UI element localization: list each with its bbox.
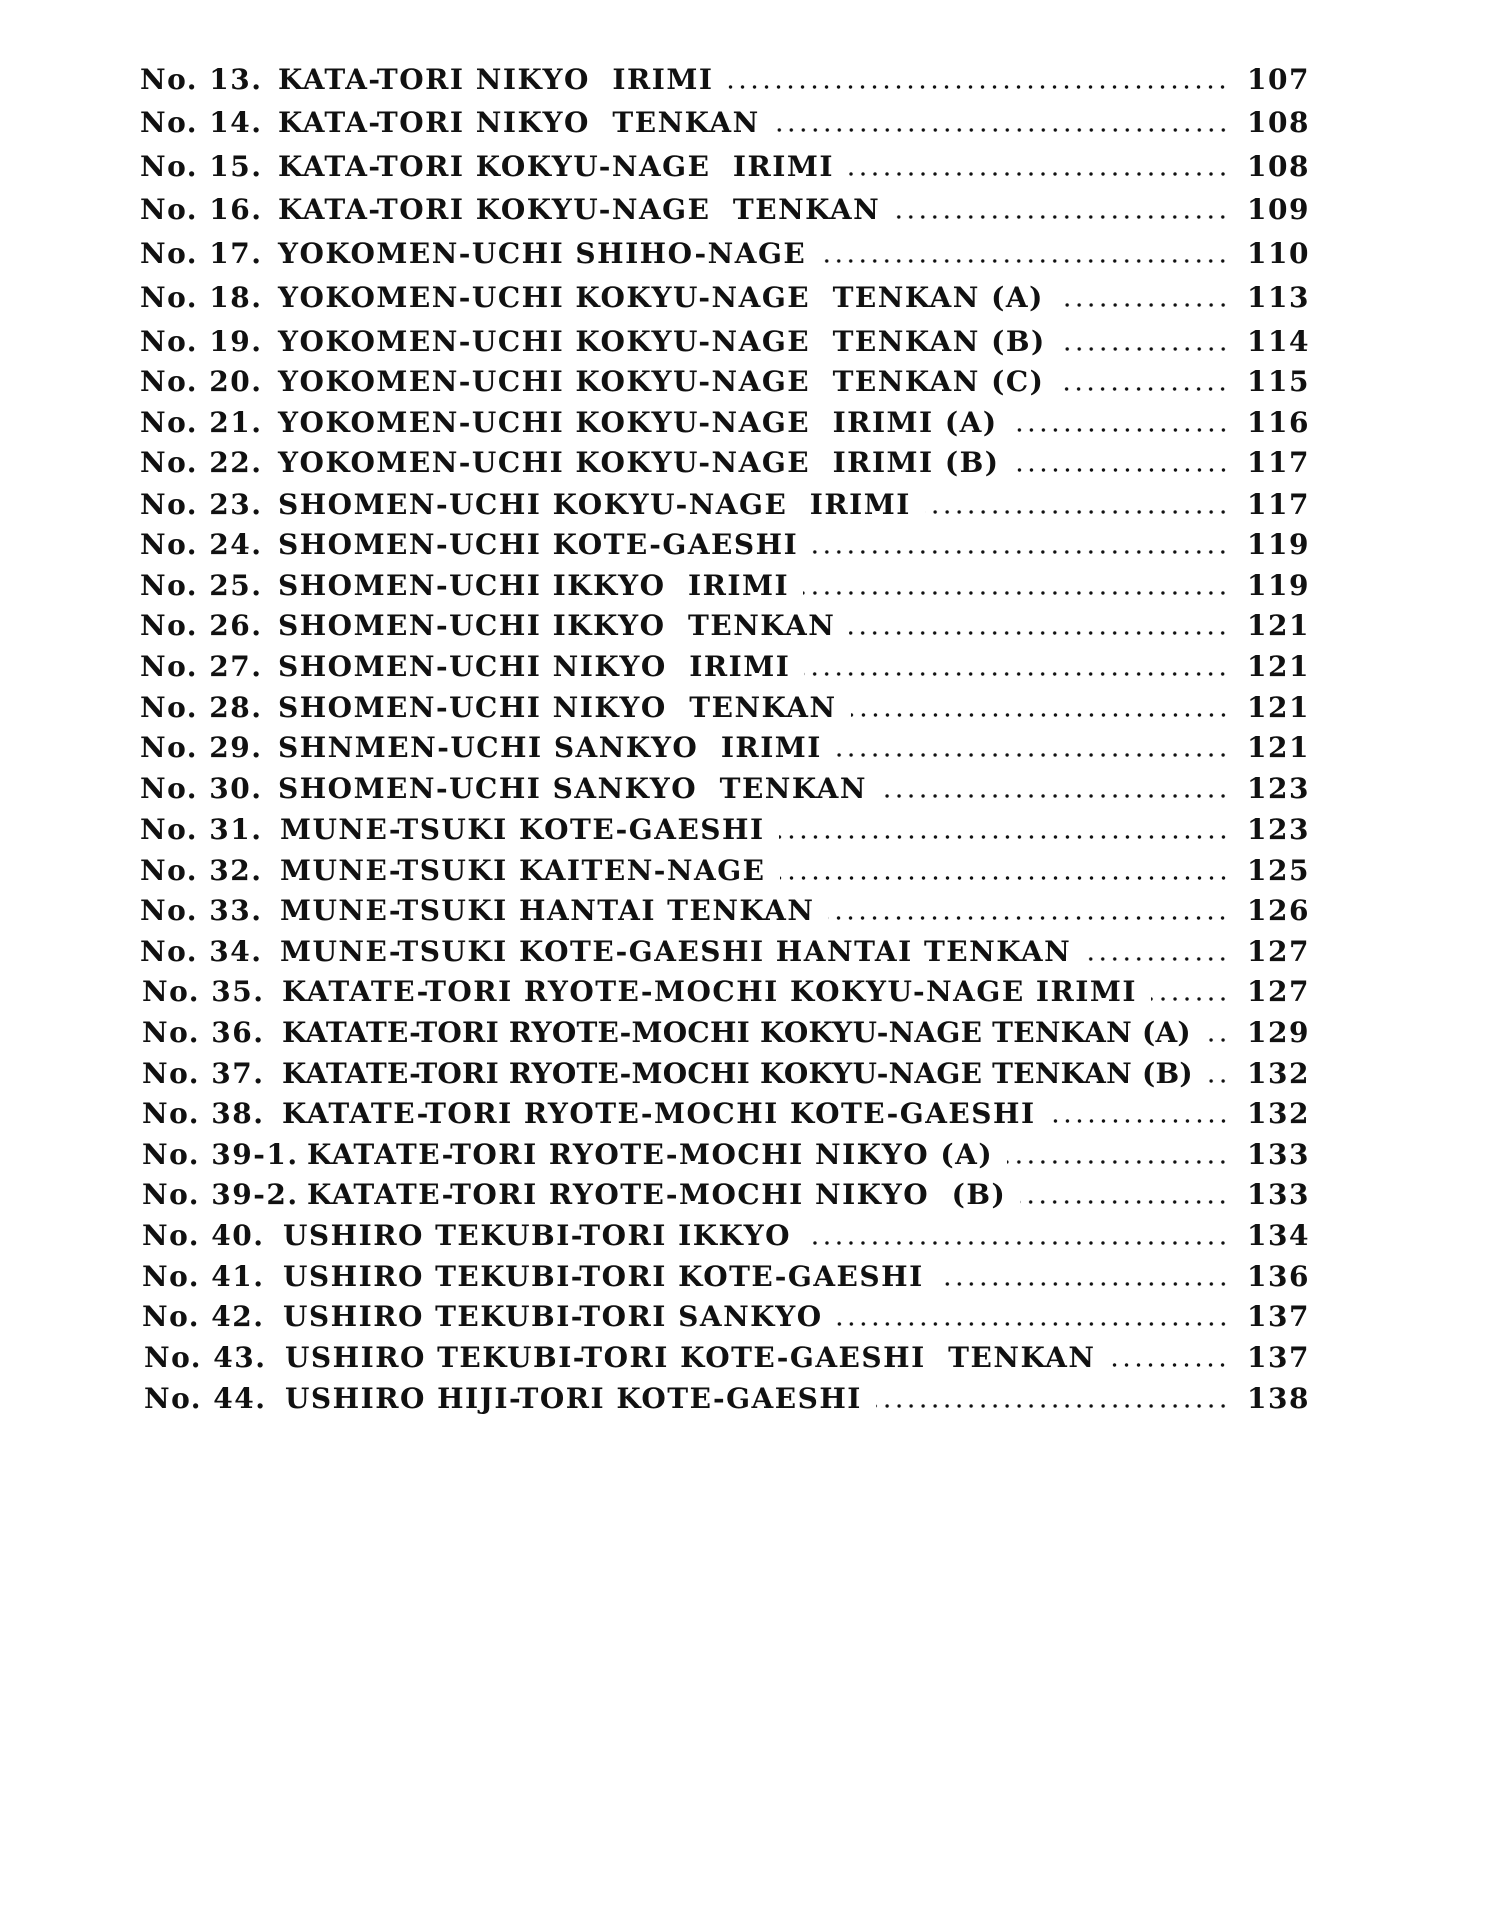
entry-title: KATA-TORI KOKYU-NAGE TENKAN (278, 193, 881, 226)
entry-number: No. 35. (142, 975, 265, 1008)
entry-number: No. 16. (140, 193, 263, 226)
entry-page-number: 123 (1247, 772, 1310, 805)
dot-leader (1014, 468, 1229, 472)
entry-page-number: 123 (1247, 813, 1310, 846)
toc-entry[interactable] (140, 891, 1310, 931)
toc-entry[interactable] (140, 443, 1310, 483)
entry-page-number: 129 (1247, 1016, 1310, 1049)
entry-number: No. 41. (142, 1260, 265, 1293)
dot-leader (1151, 997, 1229, 1001)
entry-number: No. 38. (142, 1097, 265, 1130)
entry-title: KATATE-TORI RYOTE-MOCHI NIKYO (A) (307, 1138, 994, 1171)
entry-page-number: 127 (1247, 935, 1310, 968)
entry-number: No. 28. (140, 691, 263, 724)
toc-entry[interactable] (140, 190, 1310, 230)
toc-entry[interactable] (140, 932, 1310, 972)
entry-page-number: 126 (1247, 894, 1310, 927)
entry-page-number: 119 (1247, 569, 1310, 602)
entry-title: KATA-TORI KOKYU-NAGE IRIMI (278, 150, 834, 183)
dot-leader (848, 172, 1229, 176)
entry-title: USHIRO HIJI-TORI KOTE-GAESHI (285, 1382, 862, 1415)
dot-leader (837, 1322, 1229, 1326)
entry-page-number: 134 (1247, 1219, 1310, 1252)
toc-entry[interactable] (142, 1013, 1310, 1053)
entry-title: YOKOMEN-UCHI KOKYU-NAGE TENKAN (C) (278, 365, 1045, 398)
entry-title: USHIRO TEKUBI-TORI KOTE-GAESHI TENKAN (285, 1341, 1096, 1374)
entry-page-number: 119 (1247, 528, 1310, 561)
entry-title: YOKOMEN-UCHI KOKYU-NAGE TENKAN (A) (278, 281, 1044, 314)
entry-number: No. 13. (140, 63, 263, 96)
dot-leader (828, 916, 1229, 920)
entry-title: MUNE-TSUKI KOTE-GAESHI (280, 813, 765, 846)
entry-number: No. 39-2. (142, 1178, 299, 1211)
entry-title: SHOMEN-UCHI KOKYU-NAGE IRIMI (278, 488, 911, 521)
entry-page-number: 137 (1247, 1341, 1310, 1374)
entry-number: No. 39-1. (142, 1138, 299, 1171)
entry-number: No. 17. (140, 237, 263, 270)
entry-number: No. 21. (140, 406, 263, 439)
toc-entry[interactable] (140, 60, 1310, 100)
entry-title: YOKOMEN-UCHI KOKYU-NAGE IRIMI (A) (278, 406, 998, 439)
toc-entry[interactable] (140, 688, 1310, 728)
entry-title: KATA-TORI NIKYO TENKAN (278, 106, 760, 139)
dot-leader (851, 713, 1229, 717)
toc-entry[interactable] (140, 278, 1310, 318)
toc-entry[interactable] (142, 1135, 1310, 1175)
entry-page-number: 137 (1247, 1300, 1310, 1333)
entry-number: No. 26. (140, 609, 263, 642)
entry-page-number: 121 (1247, 691, 1310, 724)
entry-title: MUNE-TSUKI HANTAI TENKAN (280, 894, 815, 927)
entry-number: No. 32. (140, 854, 263, 887)
dot-leader (1050, 1119, 1229, 1123)
toc-entry[interactable] (142, 1297, 1310, 1337)
toc-entry[interactable] (142, 1216, 1310, 1256)
toc-entry[interactable] (142, 972, 1310, 1012)
toc-entry[interactable] (140, 647, 1310, 687)
entry-title: YOKOMEN-UCHI KOKYU-NAGE TENKAN (B) (278, 325, 1046, 358)
entry-page-number: 116 (1247, 406, 1310, 439)
entry-number: No. 40. (142, 1219, 265, 1252)
entry-page-number: 125 (1247, 854, 1310, 887)
entry-page-number: 108 (1247, 106, 1310, 139)
entry-number: No. 14. (140, 106, 263, 139)
dot-leader (1020, 1200, 1229, 1204)
entry-title: SHOMEN-UCHI IKKYO IRIMI (278, 569, 790, 602)
dot-leader (881, 794, 1229, 798)
entry-page-number: 114 (1247, 325, 1310, 358)
toc-entry[interactable] (140, 103, 1310, 143)
dot-leader (1007, 1160, 1229, 1164)
dot-leader (1205, 1038, 1229, 1042)
entry-number: No. 27. (140, 650, 263, 683)
toc-entry[interactable] (140, 769, 1310, 809)
dot-leader (780, 876, 1230, 880)
entry-number: No. 19. (140, 325, 263, 358)
entry-page-number: 133 (1247, 1178, 1310, 1211)
entry-title: USHIRO TEKUBI-TORI IKKYO (283, 1219, 792, 1252)
toc-entry[interactable] (140, 728, 1310, 768)
toc-entry[interactable] (140, 485, 1310, 525)
entry-page-number: 113 (1247, 281, 1310, 314)
dot-leader (803, 591, 1229, 595)
entry-page-number: 121 (1247, 650, 1310, 683)
entry-number: No. 24. (140, 528, 263, 561)
entry-title: MUNE-TSUKI KAITEN-NAGE (280, 854, 766, 887)
dot-leader (1058, 387, 1229, 391)
entry-title: SHOMEN-UCHI KOTE-GAESHI (278, 528, 799, 561)
dot-leader (779, 835, 1229, 839)
entry-page-number: 107 (1247, 63, 1310, 96)
entry-title: KATATE-TORI RYOTE-MOCHI KOTE-GAESHI (282, 1097, 1036, 1130)
toc-entry[interactable] (140, 322, 1310, 362)
entry-title: MUNE-TSUKI KOTE-GAESHI HANTAI TENKAN (280, 935, 1072, 968)
entry-title: USHIRO TEKUBI-TORI KOTE-GAESHI (283, 1260, 924, 1293)
dot-leader (1058, 303, 1229, 307)
dot-leader (894, 215, 1229, 219)
entry-number: No. 37. (142, 1057, 265, 1090)
dot-leader (925, 510, 1229, 514)
dot-leader (849, 631, 1229, 635)
dot-leader (727, 85, 1229, 89)
entry-title: YOKOMEN-UCHI SHIHO-NAGE (278, 237, 807, 270)
entry-number: No. 33. (140, 894, 263, 927)
entry-page-number: 136 (1247, 1260, 1310, 1293)
toc-entry[interactable] (142, 1175, 1310, 1215)
entry-number: No. 30. (140, 772, 263, 805)
entry-title: YOKOMEN-UCHI KOKYU-NAGE IRIMI (B) (278, 446, 1000, 479)
entry-page-number: 132 (1247, 1097, 1310, 1130)
entry-title: KATA-TORI NIKYO IRIMI (278, 63, 714, 96)
dot-leader (938, 1282, 1229, 1286)
entry-page-number: 108 (1247, 150, 1310, 183)
entry-number: No. 42. (142, 1300, 265, 1333)
entry-page-number: 132 (1247, 1057, 1310, 1090)
entry-number: No. 25. (140, 569, 263, 602)
entry-number: No. 29. (140, 731, 263, 764)
dot-leader (820, 259, 1229, 263)
entry-number: No. 36. (142, 1016, 265, 1049)
dot-leader (1207, 1079, 1229, 1083)
entry-page-number: 110 (1247, 237, 1310, 270)
dot-leader (1085, 957, 1229, 961)
entry-title: SHOMEN-UCHI NIKYO IRIMI (278, 650, 791, 683)
entry-number: No. 34. (140, 935, 263, 968)
entry-page-number: 117 (1247, 488, 1310, 521)
dot-leader (805, 1241, 1229, 1245)
entry-page-number: 127 (1247, 975, 1310, 1008)
entry-number: No. 20. (140, 365, 263, 398)
entry-page-number: 121 (1247, 609, 1310, 642)
toc-entry[interactable] (142, 1094, 1310, 1134)
toc-entry[interactable] (144, 1338, 1310, 1378)
entry-number: No. 15. (140, 150, 263, 183)
toc-entry[interactable] (144, 1379, 1310, 1419)
dot-leader (1060, 347, 1229, 351)
entry-number: No. 31. (140, 813, 263, 846)
entry-title: SHOMEN-UCHI IKKYO TENKAN (278, 609, 836, 642)
toc-entry[interactable] (140, 566, 1310, 606)
entry-number: No. 43. (144, 1341, 267, 1374)
toc-entry[interactable] (142, 1054, 1310, 1094)
dot-leader (774, 128, 1229, 132)
entry-number: No. 18. (140, 281, 263, 314)
toc-entry[interactable] (140, 147, 1310, 187)
toc-entry[interactable] (140, 606, 1310, 646)
entry-page-number: 133 (1247, 1138, 1310, 1171)
dot-leader (1012, 428, 1229, 432)
toc-entry[interactable] (140, 362, 1310, 402)
toc-entry[interactable] (140, 525, 1310, 565)
toc-entry[interactable] (140, 810, 1310, 850)
entry-number: No. 44. (144, 1382, 267, 1415)
entry-title: SHOMEN-UCHI NIKYO TENKAN (278, 691, 837, 724)
toc-entry[interactable] (140, 851, 1310, 891)
entry-number: No. 22. (140, 446, 263, 479)
entry-page-number: 121 (1247, 731, 1310, 764)
dot-leader (1109, 1363, 1229, 1367)
toc-entry[interactable] (140, 234, 1310, 274)
entry-title: SHNMEN-UCHI SANKYO IRIMI (278, 731, 822, 764)
entry-title: KATATE-TORI RYOTE-MOCHI NIKYO (B) (307, 1178, 1007, 1211)
entry-page-number: 138 (1247, 1382, 1310, 1415)
entry-page-number: 115 (1247, 365, 1310, 398)
entry-page-number: 117 (1247, 446, 1310, 479)
entry-title: KATATE-TORI RYOTE-MOCHI KOKYU-NAGE IRIMI (282, 975, 1137, 1008)
dot-leader (804, 672, 1229, 676)
entry-title: KATATE-TORI RYOTE-MOCHI KOKYU-NAGE TENKAN (B) (282, 1057, 1193, 1090)
toc-entry[interactable] (140, 403, 1310, 443)
entry-title: SHOMEN-UCHI SANKYO TENKAN (278, 772, 867, 805)
toc-entry[interactable] (142, 1257, 1310, 1297)
dot-leader (836, 753, 1229, 757)
dot-leader (812, 550, 1229, 554)
entry-number: No. 23. (140, 488, 263, 521)
entry-page-number: 109 (1247, 193, 1310, 226)
entry-title: USHIRO TEKUBI-TORI SANKYO (283, 1300, 823, 1333)
dot-leader (876, 1404, 1229, 1408)
entry-title: KATATE-TORI RYOTE-MOCHI KOKYU-NAGE TENKAN (A) (282, 1016, 1191, 1049)
